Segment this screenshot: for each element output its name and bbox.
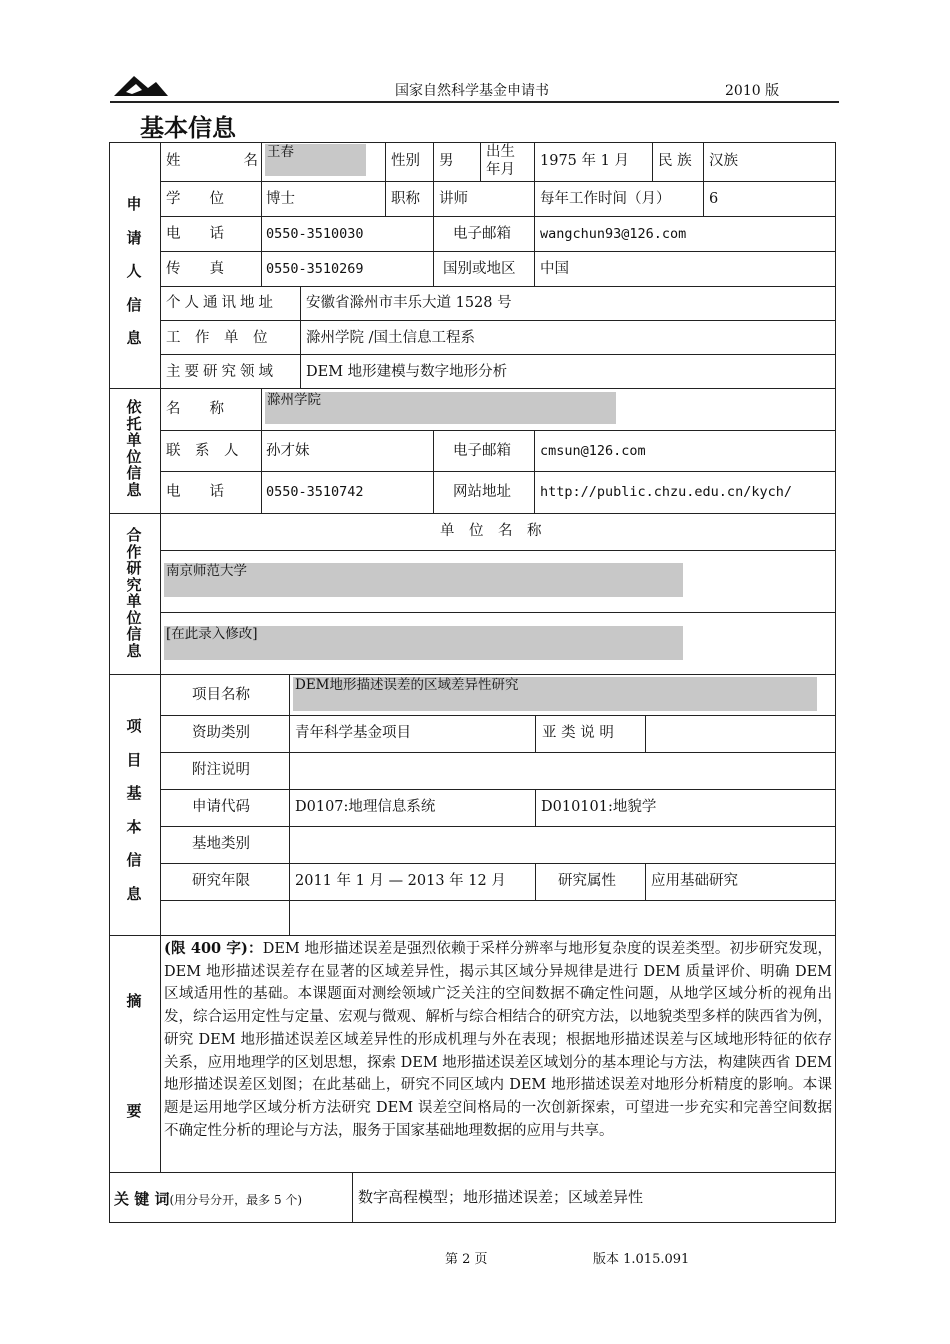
attribute-value: 应用基础研究 <box>651 873 738 889</box>
name-label: 姓 名 <box>166 153 258 169</box>
abstract-text-block <box>164 938 832 1142</box>
host-email-label: 电子邮箱 <box>453 443 511 459</box>
section-title: 基本信息 <box>140 114 236 142</box>
address-value: 安徽省滁州市丰乐大道 1528 号 <box>306 295 512 311</box>
website-value: http://public.chzu.edu.cn/kych/ <box>540 484 792 500</box>
employer-label: 工 作 单 位 <box>166 330 268 346</box>
header-divider <box>110 101 839 103</box>
gender-value: 男 <box>439 153 454 169</box>
host-email-value: cmsun@126.com <box>540 443 646 459</box>
partner-unit-2: [在此录入修改] <box>166 626 258 642</box>
host-group-label <box>124 399 144 498</box>
host-group-label-text: 依托单位信息 <box>126 398 142 499</box>
birth-value: 1975 年 1 月 <box>540 153 629 169</box>
work-time-label: 每年工作时间（月） <box>540 191 671 207</box>
ethnicity-label: 民 族 <box>658 153 692 169</box>
abstract-prefix: (限 400 字)： <box>164 940 263 957</box>
abstract-label-top: 摘 <box>126 992 142 1010</box>
fax-value: 0550-3510269 <box>266 261 364 277</box>
subtype-label: 亚 类 说 明 <box>542 725 614 741</box>
fax-label: 传 真 <box>166 261 224 277</box>
project-name-label: 项目名称 <box>192 687 250 703</box>
project-name-value: DEM地形描述误差的区域差异性研究 <box>295 677 519 693</box>
project-group-label-text: 项目基本信息 <box>126 717 142 903</box>
title-value: 讲师 <box>439 191 468 207</box>
address-label: 个人通讯地址 <box>166 295 277 311</box>
note-label: 附注说明 <box>192 762 250 778</box>
birth-label-1: 出生 <box>486 144 515 160</box>
email-label: 电子邮箱 <box>453 226 511 242</box>
host-name-label: 名 称 <box>166 401 224 417</box>
logo-icon <box>112 70 170 100</box>
project-name-field[interactable] <box>293 677 817 711</box>
host-name-value: 滁州学院 <box>267 392 321 408</box>
applicant-group-label <box>124 188 144 356</box>
funding-value: 青年科学基金项目 <box>295 725 411 741</box>
title-label: 职称 <box>391 191 420 207</box>
host-name-field[interactable] <box>265 392 616 424</box>
country-label: 国别或地区 <box>443 261 516 277</box>
period-value: 2011 年 1 月 — 2013 年 12 月 <box>295 873 506 889</box>
footer-version: 版本 1.015.091 <box>593 1252 690 1267</box>
base-label: 基地类别 <box>192 836 250 852</box>
gender-label: 性别 <box>391 153 420 169</box>
country-value: 中国 <box>540 261 569 277</box>
degree-label: 学 位 <box>166 191 224 207</box>
partner-group-label-text: 合作研究单位信息 <box>126 526 142 660</box>
employer-value: 滁州学院 /国土信息工程系 <box>306 330 475 346</box>
header-title: 国家自然科学基金申请书 <box>395 83 549 99</box>
partner-unit-field-1[interactable] <box>164 563 683 597</box>
research-label: 主要研究领域 <box>166 364 277 380</box>
partner-unit-field-2[interactable] <box>164 626 683 660</box>
ethnicity-value: 汉族 <box>709 153 738 169</box>
applicant-group-label-text: 申请人信息 <box>126 195 142 347</box>
host-phone-value: 0550-3510742 <box>266 484 364 500</box>
partner-header: 单 位 名 称 <box>440 523 542 539</box>
website-label: 网站地址 <box>453 484 511 500</box>
name-field[interactable] <box>265 144 366 176</box>
degree-value: 博士 <box>266 191 295 207</box>
period-label: 研究年限 <box>192 873 250 889</box>
work-time-value: 6 <box>709 191 719 207</box>
keywords-note: (用分号分开，最多 5 个) <box>169 1193 303 1207</box>
abstract-body: DEM 地形描述误差是强烈依赖于采样分辨率与地形复杂度的误差类型。初步研究发现，DEM 地形描述误差存在显著的区域差异性，揭示其区域分异规律是进行 DEM 质量评价、明确 DEM 区域适用性的基础。本课题面对测绘领域广泛关注的空间数据不确定性问题，从地学区域分析的视角出发，综合运用定性与定量、宏观与微观、解析与综合相结合的研究方法，以地貌类型多样的陕西省为例，研究 DEM 地形描述误差区域差异性的形成机理与外在表现；根据地形描述误差与区域地形特征的依存关系，应用地理学的区划思想，探索 DEM 地形描述误差区域划分的基本理论与方法，构建陕西省 DEM 地形描述误差区划图；在此基础上，研究不同区域内 DEM 地形描述误差对地形分析精度的影响。本课题是运用地学区域分析方法研究 DEM 误差空间格局的一次创新探索，可望进一步充实和完善空间数据不确定性分析的理论与方法，服务于国家基础地理数据的应用与共享。 <box>164 941 832 1139</box>
birth-label-2: 年月 <box>486 162 515 178</box>
phone-label: 电 话 <box>166 226 224 242</box>
abstract-label-bottom: 要 <box>126 1102 142 1120</box>
host-phone-label: 电 话 <box>166 484 224 500</box>
code-value-1: D0107:地理信息系统 <box>295 799 436 815</box>
name-value: 王春 <box>267 144 294 160</box>
header-version: 2010 版 <box>725 83 780 99</box>
contact-label: 联 系 人 <box>166 443 239 459</box>
keywords-label-block <box>114 1188 302 1209</box>
code-label: 申请代码 <box>192 799 250 815</box>
footer-page: 第 2 页 <box>445 1252 488 1267</box>
funding-label: 资助类别 <box>192 725 250 741</box>
email-value: wangchun93@126.com <box>540 226 687 242</box>
keywords-label: 关 键 词 <box>114 1190 170 1208</box>
attribute-label: 研究属性 <box>558 873 616 889</box>
contact-value: 孙才妹 <box>266 443 310 459</box>
keywords-value: 数字高程模型；地形描述误差；区域差异性 <box>358 1188 644 1206</box>
project-group-label <box>124 710 144 911</box>
partner-group-label <box>124 527 144 659</box>
phone-value: 0550-3510030 <box>266 226 364 242</box>
research-value: DEM 地形建模与数字地形分析 <box>306 364 508 380</box>
partner-unit-1: 南京师范大学 <box>166 563 247 579</box>
code-value-2: D010101:地貌学 <box>541 799 657 815</box>
